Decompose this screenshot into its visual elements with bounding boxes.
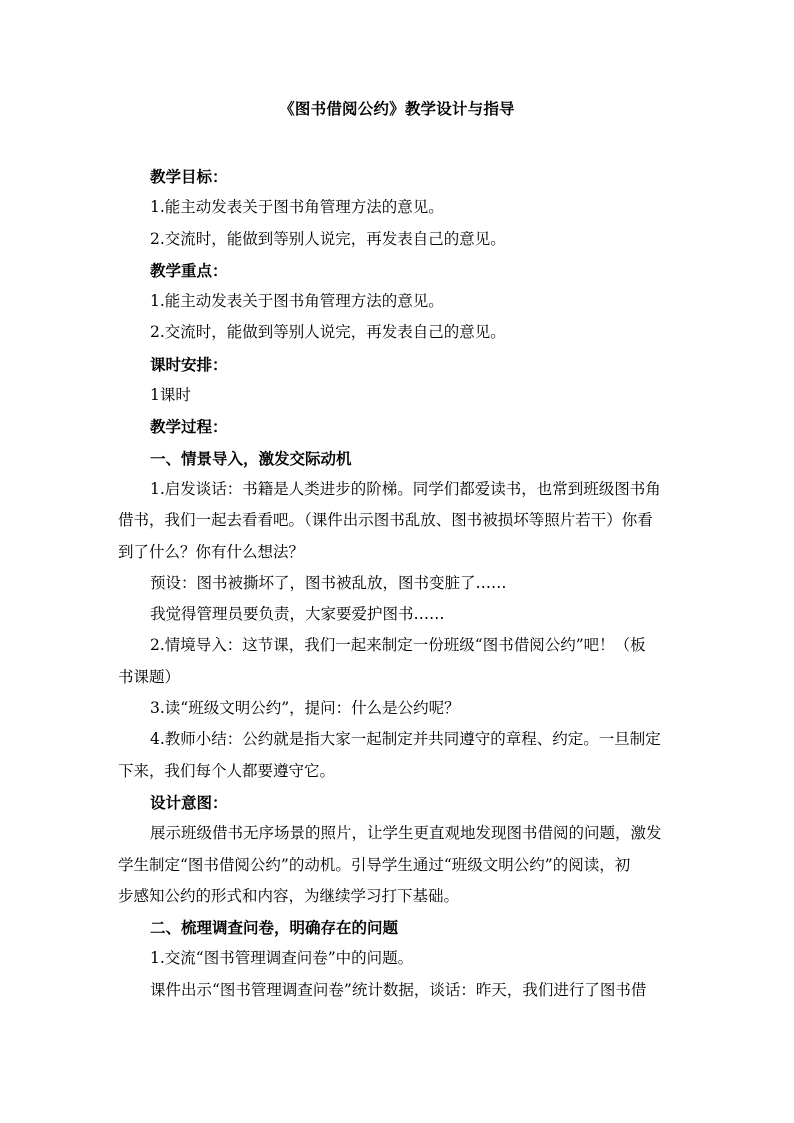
key-points-heading: 教学重点： xyxy=(150,260,228,280)
paragraph-line: 到了什么？你有什么想法？ xyxy=(118,542,305,561)
paragraph-preset: 预设：图书被撕坏了，图书被乱放，图书变脏了…… xyxy=(150,573,507,592)
schedule-heading: 课时安排： xyxy=(150,354,228,374)
paragraph-line: 下来，我们每个人都要遵守它。 xyxy=(118,761,336,780)
paragraph-line: 步感知公约的形式和内容，为继续学习打下基础。 xyxy=(118,886,460,905)
paragraph-design-intent xyxy=(118,818,676,912)
paragraph-line: 4.教师小结：公约就是指大家一起制定并共同遵守的章程、约定。一旦制定 xyxy=(150,730,661,749)
paragraph-teacher-summary xyxy=(118,724,676,787)
paragraph-line: 借书，我们一起去看看吧。（课件出示图书乱放、图书被损坏等照片若干）你看 xyxy=(118,511,653,530)
goal-item: 1.能主动发表关于图书角管理方法的意见。 xyxy=(150,198,444,217)
goals-heading: 教学目标： xyxy=(150,167,228,186)
paragraph-line: 课件出示“图书管理调查问卷”统计数据，谈话：昨天，我们进行了图书借 xyxy=(150,980,647,999)
key-point-item: 2.交流时，能做到等别人说完，再发表自己的意见。 xyxy=(150,323,506,342)
paragraph-survey-exchange: 1.交流“图书管理调查问卷”中的问题。 xyxy=(150,949,414,968)
paragraph-line: 展示班级借书无序场景的照片，让学生更直观地发现图书借阅的问题，激发 xyxy=(150,824,662,843)
paragraph-situation-intro xyxy=(118,630,676,693)
goal-item: 2.交流时，能做到等别人说完，再发表自己的意见。 xyxy=(150,229,506,248)
part2-heading: 二、梳理调查问卷，明确存在的问题 xyxy=(150,918,399,938)
paragraph-line: 2.情境导入：这节课，我们一起来制定一份班级“图书借阅公约”吧！（板 xyxy=(150,636,646,655)
document-body xyxy=(118,161,674,1006)
paragraph-line: 学生制定“图书借阅公约”的动机。引导学生通过“班级文明公约”的阅读，初 xyxy=(118,855,631,874)
process-heading: 教学过程： xyxy=(150,417,228,437)
key-point-item: 1.能主动发表关于图书角管理方法的意见。 xyxy=(150,292,444,311)
paragraph-warmup-talk xyxy=(118,474,676,568)
paragraph-survey-data xyxy=(148,975,676,1006)
paragraph-read-convention: 3.读“班级文明公约”，提问：什么是公约呢？ xyxy=(150,699,460,718)
paragraph-opinion: 我觉得管理员要负责，大家要爱护图书…… xyxy=(150,605,445,624)
paragraph-line: 1.启发谈话：书籍是人类进步的阶梯。同学们都爱读书，也常到班级图书角 xyxy=(150,479,661,498)
paragraph-line: 书课题） xyxy=(118,667,181,686)
document-title: 《图书借阅公约》教学设计与指导 xyxy=(279,99,515,118)
schedule-value: 1课时 xyxy=(150,386,191,405)
design-intent-heading: 设计意图： xyxy=(150,792,228,812)
part1-heading: 一、情景导入，激发交际动机 xyxy=(150,448,352,468)
